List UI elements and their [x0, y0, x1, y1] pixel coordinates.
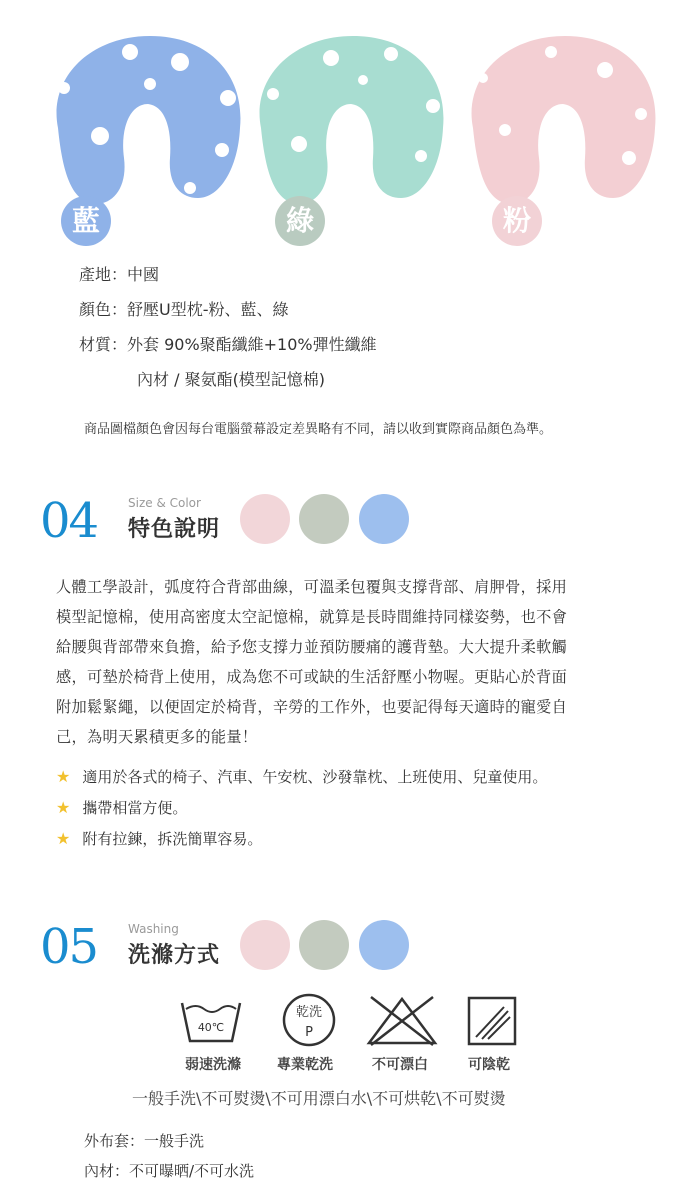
color-badge-green: 綠: [275, 196, 325, 246]
color-badge-pink: 粉: [492, 196, 542, 246]
pillow-pink: [455, 18, 675, 248]
feature-bullet: [56, 797, 187, 818]
color-row: 顏色：舒壓U型枕-粉、藍、綠: [79, 300, 289, 319]
section-subtitle: Size & Color: [128, 496, 201, 510]
star-icon: ★: [56, 798, 71, 817]
wash-label-shade-dry: 可陰乾: [468, 1057, 510, 1073]
paragraph-line: 己，為明天累積更多的能量！: [56, 728, 258, 746]
bullet-text: 攜帶相當方便。: [82, 799, 188, 817]
paragraph-line: 感，可墊於椅背上使用，成為您不可或缺的生活舒壓小物喔。更貼心於背面: [56, 668, 568, 686]
wash-temp-text: 40℃: [197, 1021, 225, 1034]
origin-row: 產地：中國: [79, 265, 160, 284]
section-subtitle: Washing: [128, 922, 179, 936]
feature-bullet: [56, 766, 547, 787]
gentle-wash-icon: [180, 995, 242, 1051]
pillow-pink-image: [455, 18, 675, 248]
feature-paragraph: [56, 572, 666, 752]
paragraph-line: 附加鬆緊繩，以便固定於椅背，辛勞的工作外，也要記得每天適時的寵愛自: [56, 698, 568, 716]
wash-label-dry-clean: 專業乾洗: [277, 1057, 333, 1073]
swatch-blue: [359, 920, 409, 970]
swatch-pink: [240, 494, 290, 544]
no-bleach-icon: [365, 995, 439, 1051]
dry-clean-sub-text: P: [305, 1025, 313, 1040]
inner-care: 內材：不可曝晒/不可水洗: [84, 1162, 255, 1180]
shade-dry-icon: [466, 995, 518, 1051]
washing-summary: 一般手洗\不可熨燙\不可用漂白水\不可烘乾\不可熨燙: [132, 1089, 506, 1108]
star-icon: ★: [56, 767, 71, 786]
color-disclaimer: 商品圖檔顏色會因每台電腦螢幕設定差異略有不同，請以收到實際商品顏色為準。: [84, 422, 553, 437]
bullet-text: 附有拉鍊，拆洗簡單容易。: [82, 830, 263, 848]
outer-cover-care: 外布套：一般手洗: [84, 1132, 205, 1150]
wash-label-no-bleach: 不可漂白: [372, 1057, 428, 1073]
section-title: 洗滌方式: [128, 943, 221, 968]
section-washing-header: [40, 920, 440, 980]
paragraph-line: 給腰與背部帶來負擔，給予您支撐力並預防腰痛的護背墊。大大提升柔軟觸: [56, 638, 568, 656]
dry-clean-icon: [281, 992, 337, 1052]
pillow-blue: [40, 18, 260, 248]
paragraph-line: 人體工學設計，弧度符合背部曲線，可溫柔包覆與支撐背部、肩胛骨，採用: [56, 578, 568, 596]
swatch-pink: [240, 920, 290, 970]
section-number: 04: [40, 493, 98, 549]
paragraph-line: 模型記憶棉，使用高密度太空記憶棉，就算是長時間維持同樣姿勢，也不會: [56, 608, 568, 626]
swatch-blue: [359, 494, 409, 544]
section-title: 特色說明: [128, 517, 221, 542]
wash-label-gentle: 弱速洗滌: [185, 1057, 241, 1073]
dry-clean-text: 乾洗: [295, 1005, 323, 1020]
section-features-header: [40, 494, 440, 554]
feature-bullet: [56, 828, 262, 849]
material-row: 材質：外套 90%聚酯纖維+10%彈性纖維: [79, 335, 377, 354]
pillow-green: [243, 18, 463, 248]
section-number: 05: [40, 919, 98, 975]
swatch-green: [299, 920, 349, 970]
inner-material-row: 內材 / 聚氨酯(模型記憶棉): [137, 370, 326, 389]
star-icon: ★: [56, 829, 71, 848]
color-badge-blue: 藍: [61, 196, 111, 246]
bullet-text: 適用於各式的椅子、汽車、午安枕、沙發靠枕、上班使用、兒童使用。: [82, 768, 548, 786]
swatch-green: [299, 494, 349, 544]
